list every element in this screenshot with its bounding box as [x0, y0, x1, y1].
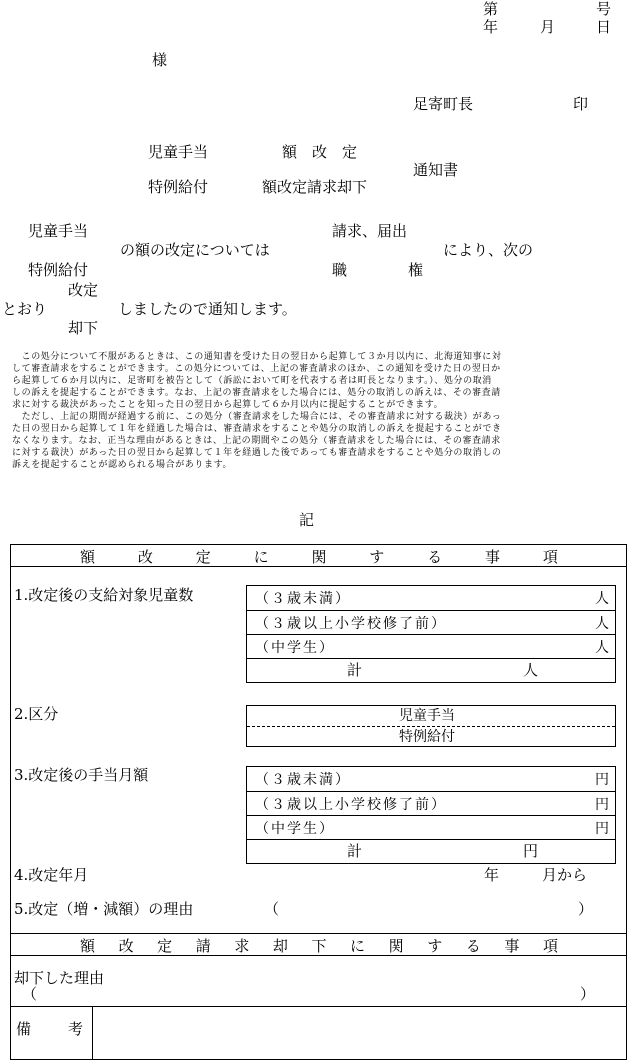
amount-total-unit: 円	[523, 842, 539, 860]
body-child-allowance: 児童手当	[28, 222, 89, 240]
body-by: により、次の	[443, 241, 534, 259]
header-char: す	[427, 937, 443, 955]
amount-row-unit: 円	[595, 797, 609, 813]
count-row-label: （３歳以上小学校修了前）	[255, 616, 447, 632]
reason-open-paren: （	[264, 900, 280, 918]
date-day: 日	[596, 18, 612, 36]
seal-mark: 印	[573, 95, 589, 113]
body-ex-officio-a: 職	[332, 261, 348, 279]
category-table	[246, 705, 616, 747]
notice-line: 求に対する裁決があったことを知った日の翌日から起算して６か月以内に提起することができます。	[12, 400, 444, 410]
amount-row	[247, 792, 615, 816]
header-char: す	[369, 548, 385, 566]
count-row	[247, 611, 615, 635]
amount-label: 3.改定後の手当月額	[14, 766, 149, 784]
count-row-label: （３歳未満）	[255, 591, 351, 607]
section2-header	[80, 935, 558, 956]
amount-row-label: （中学生）	[255, 821, 335, 837]
body-tail: しましたので通知します。	[118, 300, 297, 318]
reject-close-paren: ）	[580, 985, 596, 1003]
body-connector: の額の改定については	[120, 241, 270, 259]
category-label: 2.区分	[14, 705, 59, 723]
header-char: 却	[272, 937, 288, 955]
count-total-label: 計	[347, 661, 363, 679]
remarks-column-divider	[92, 1006, 93, 1060]
remarks-divider	[10, 1006, 627, 1007]
appeal-notice	[12, 351, 618, 471]
issuer-name: 足寄町長	[413, 95, 474, 113]
notice-line: して審査請求をすることができます。この処分については、上記の審査請求のほか、この通知を受けた日の翌日か	[12, 364, 501, 374]
header-char: 請	[195, 937, 211, 955]
remarks-label-1: 備	[16, 1020, 32, 1038]
count-table	[246, 585, 616, 683]
notice-line: た日の翌日から起算して１年を経過した場合は、審査請求をすることや処分の取消しの訴えを提起することができ	[12, 424, 502, 434]
count-row-label: （中学生）	[255, 640, 335, 656]
header-char: 項	[542, 937, 558, 955]
body-lead: とおり	[2, 300, 48, 318]
header-char: 項	[542, 548, 558, 566]
header-char: る	[465, 937, 481, 955]
category-divider	[247, 726, 615, 727]
header-char: 下	[311, 937, 327, 955]
body-result-rejected: 却下	[68, 319, 99, 337]
header-char: 求	[234, 937, 250, 955]
notice-line: しの訴えを提起することができます。なお、上記の審査請求をした場合には、処分の取消しの訴えは、その審査請	[12, 388, 501, 398]
section2-bottom-divider	[10, 955, 627, 956]
notice-line: なくなります。なお、正当な理由があるときは、上記の期間やこの処分（審査請求をした場合には、その審査請求	[12, 436, 501, 446]
reason-label: 5.改定（増・減額）の理由	[14, 900, 194, 918]
header-char: 改	[137, 548, 153, 566]
remarks-label-2: 考	[68, 1020, 84, 1038]
header-char: に	[253, 548, 269, 566]
number-suffix: 号	[596, 0, 612, 18]
notice-line: に対する裁決）があった日の翌日から起算して１年を経過した後であっても審査請求をすることや処分の取消しの	[12, 448, 502, 458]
number-prefix: 第	[483, 0, 499, 18]
title-child-allowance: 児童手当	[148, 143, 209, 161]
header-char: に	[350, 937, 366, 955]
notice-line: この処分について不服があるときは、この通知書を受けた日の翌日から起算して３か月以内に、北海道知事に対	[12, 352, 502, 362]
amount-row-label: （３歳未満）	[255, 772, 351, 788]
body-result-revised: 改定	[68, 281, 99, 299]
title-amount-revision: 額 改 定	[282, 143, 358, 161]
reject-label: 却下した理由	[14, 969, 105, 987]
count-total-unit: 人	[523, 661, 539, 679]
header-char: 定	[157, 937, 173, 955]
header-char: る	[427, 548, 443, 566]
category-child-allowance: 児童手当	[399, 708, 455, 724]
category-special-benefit: 特例給付	[399, 729, 455, 745]
amount-row-unit: 円	[595, 772, 609, 788]
date-year-unit: 年	[484, 866, 500, 884]
notice-line: ただし、上記の期間が経過する前に、この処分（審査請求をした場合には、その審査請求に対する裁決）があっ	[12, 412, 502, 422]
header-char: 事	[485, 548, 501, 566]
header-char: 額	[80, 548, 96, 566]
record-label: 記	[299, 511, 315, 529]
amount-row-unit: 円	[595, 821, 609, 837]
body-special-benefit: 特例給付	[28, 261, 89, 279]
amount-total-label: 計	[347, 842, 363, 860]
amount-table	[246, 766, 616, 864]
section1-header	[80, 546, 558, 567]
header-char: 関	[311, 548, 327, 566]
recipient-honorific: 様	[152, 51, 168, 69]
count-row-unit: 人	[595, 640, 609, 656]
count-row-unit: 人	[595, 616, 609, 632]
date-label: 4.改定年月	[14, 866, 89, 884]
date-year: 年	[483, 18, 499, 36]
count-row	[247, 635, 615, 659]
title-revision-rejection: 額改定請求却下	[262, 178, 368, 196]
title-special-benefit: 特例給付	[148, 178, 209, 196]
notice-line: 訴えを提起することが認められる場合があります。	[12, 460, 233, 470]
body-ex-officio-b: 権	[408, 261, 424, 279]
header-char: 関	[388, 937, 404, 955]
date-month: 月	[540, 18, 556, 36]
count-row	[247, 586, 615, 611]
amount-row	[247, 816, 615, 840]
date-month-from: 月から	[542, 866, 588, 884]
header-char: 事	[504, 937, 520, 955]
notice-line: ら起算して６か月以内に、足寄町を被告として（訴訟において町を代表する者は町長となります。）、処分の取消	[12, 376, 492, 386]
reason-close-paren: ）	[578, 900, 594, 918]
header-char: 定	[195, 548, 211, 566]
reject-open-paren: （	[22, 985, 38, 1003]
header-char: 額	[80, 937, 96, 955]
body-request-filing: 請求、届出	[332, 222, 408, 240]
section2-top-divider	[10, 933, 627, 934]
amount-row-label: （３歳以上小学校修了前）	[255, 797, 447, 813]
count-row-unit: 人	[595, 591, 609, 607]
amount-row	[247, 767, 615, 792]
header-char: 改	[118, 937, 134, 955]
title-notice: 通知書	[413, 161, 459, 179]
count-label: 1.改定後の支給対象児童数	[14, 586, 194, 604]
